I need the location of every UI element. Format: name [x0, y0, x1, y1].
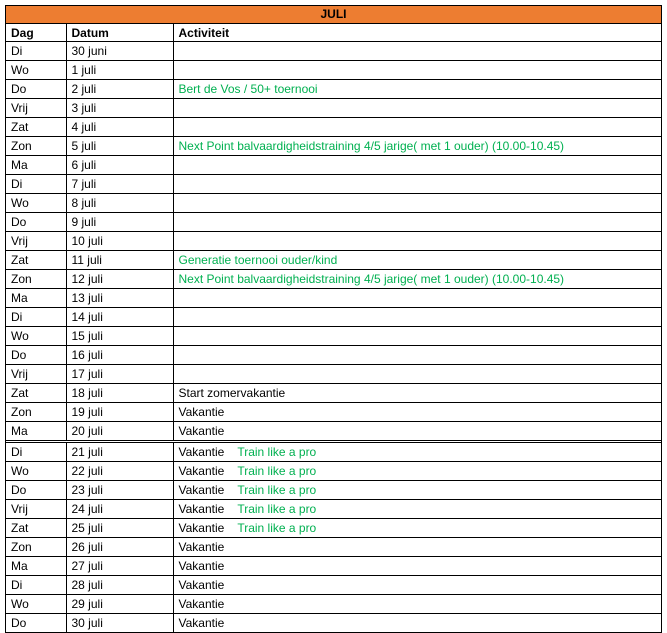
activity-text: Vakantie — [178, 502, 225, 516]
day-cell: Di — [6, 442, 66, 462]
date-cell: 11 juli — [66, 251, 173, 270]
activity-cell — [173, 327, 661, 346]
table-row — [6, 403, 661, 422]
table-row — [6, 538, 661, 557]
day-cell: Zon — [6, 538, 66, 557]
activity-cell — [173, 137, 661, 156]
date-cell: 29 juli — [66, 595, 173, 614]
activity-cell — [173, 538, 661, 557]
table-row — [6, 327, 661, 346]
highlight-activity-text: Next Point balvaardigheidstraining 4/5 jarige( met 1 ouder) (10.00-10.45) — [178, 139, 565, 153]
table-row — [6, 308, 661, 327]
activity-text: Vakantie — [178, 405, 225, 419]
date-cell: 28 juli — [66, 576, 173, 595]
table-row — [6, 99, 661, 118]
activity-cell — [173, 442, 661, 462]
day-cell: Zon — [6, 403, 66, 422]
day-cell: Vrij — [6, 500, 66, 519]
day-cell: Ma — [6, 156, 66, 175]
activity-text: Vakantie — [178, 464, 225, 478]
date-cell: 25 juli — [66, 519, 173, 538]
day-cell: Do — [6, 481, 66, 500]
day-cell: Ma — [6, 422, 66, 442]
day-cell: Zon — [6, 270, 66, 289]
activity-cell — [173, 365, 661, 384]
activity-cell — [173, 289, 661, 308]
activity-cell — [173, 557, 661, 576]
activity-text: Start zomervakantie — [178, 386, 286, 400]
table-row — [6, 175, 661, 194]
activity-cell — [173, 384, 661, 403]
activity-cell — [173, 462, 661, 481]
date-cell: 13 juli — [66, 289, 173, 308]
highlight-activity-text: Train like a pro — [237, 502, 317, 516]
activity-cell — [173, 194, 661, 213]
day-cell: Do — [6, 346, 66, 365]
date-cell: 17 juli — [66, 365, 173, 384]
table-row — [6, 500, 661, 519]
day-cell: Vrij — [6, 365, 66, 384]
header-day: Dag — [6, 24, 66, 42]
activity-cell — [173, 99, 661, 118]
highlight-activity-text: Next Point balvaardigheidstraining 4/5 jarige( met 1 ouder) (10.00-10.45) — [178, 272, 565, 286]
day-cell: Zat — [6, 118, 66, 137]
day-cell: Do — [6, 80, 66, 99]
activity-cell — [173, 156, 661, 175]
date-cell: 8 juli — [66, 194, 173, 213]
activity-cell — [173, 481, 661, 500]
activity-cell — [173, 175, 661, 194]
activity-text: Vakantie — [178, 597, 225, 611]
activity-text: Vakantie — [178, 540, 225, 554]
table-row — [6, 614, 661, 633]
date-cell: 9 juli — [66, 213, 173, 232]
date-cell: 26 juli — [66, 538, 173, 557]
activity-cell — [173, 61, 661, 80]
table-row — [6, 80, 661, 99]
activity-text: Vakantie — [178, 559, 225, 573]
schedule-rows — [6, 42, 661, 633]
header-row — [6, 24, 661, 42]
highlight-activity-text: Train like a pro — [237, 445, 317, 459]
day-cell: Zat — [6, 384, 66, 403]
day-cell: Di — [6, 308, 66, 327]
activity-cell — [173, 614, 661, 633]
header-date: Datum — [66, 24, 173, 42]
date-cell: 2 juli — [66, 80, 173, 99]
day-cell: Do — [6, 614, 66, 633]
date-cell: 15 juli — [66, 327, 173, 346]
table-row — [6, 462, 661, 481]
activity-cell — [173, 80, 661, 99]
table-row — [6, 42, 661, 61]
date-cell: 5 juli — [66, 137, 173, 156]
date-cell: 22 juli — [66, 462, 173, 481]
table-row — [6, 118, 661, 137]
activity-text: Vakantie — [178, 424, 225, 438]
activity-cell — [173, 213, 661, 232]
day-cell: Zat — [6, 251, 66, 270]
table-row — [6, 481, 661, 500]
date-cell: 20 juli — [66, 422, 173, 442]
header-activity: Activiteit — [173, 24, 661, 42]
date-cell: 23 juli — [66, 481, 173, 500]
activity-cell — [173, 595, 661, 614]
table-row — [6, 384, 661, 403]
activity-cell — [173, 42, 661, 61]
month-title: JULI — [6, 6, 661, 24]
day-cell: Di — [6, 42, 66, 61]
highlight-activity-text: Generatie toernooi ouder/kind — [178, 253, 338, 267]
date-cell: 30 juli — [66, 614, 173, 633]
activity-cell — [173, 519, 661, 538]
day-cell: Zat — [6, 519, 66, 538]
table-row — [6, 519, 661, 538]
table-row — [6, 576, 661, 595]
date-cell: 21 juli — [66, 442, 173, 462]
table-row — [6, 422, 661, 442]
day-cell: Di — [6, 175, 66, 194]
day-cell: Ma — [6, 289, 66, 308]
table-row — [6, 232, 661, 251]
day-cell: Do — [6, 213, 66, 232]
date-cell: 6 juli — [66, 156, 173, 175]
day-cell: Wo — [6, 61, 66, 80]
activity-text: Vakantie — [178, 445, 225, 459]
date-cell: 19 juli — [66, 403, 173, 422]
table-row — [6, 156, 661, 175]
table-row — [6, 251, 661, 270]
table-row — [6, 270, 661, 289]
activity-text: Vakantie — [178, 616, 225, 630]
activity-cell — [173, 270, 661, 289]
schedule-table — [6, 24, 661, 632]
activity-cell — [173, 251, 661, 270]
table-row — [6, 61, 661, 80]
activity-cell — [173, 118, 661, 137]
activity-cell — [173, 576, 661, 595]
date-cell: 18 juli — [66, 384, 173, 403]
activity-cell — [173, 232, 661, 251]
table-row — [6, 365, 661, 384]
date-cell: 3 juli — [66, 99, 173, 118]
table-row — [6, 595, 661, 614]
table-row — [6, 346, 661, 365]
date-cell: 30 juni — [66, 42, 173, 61]
activity-cell — [173, 346, 661, 365]
date-cell: 1 juli — [66, 61, 173, 80]
day-cell: Di — [6, 576, 66, 595]
date-cell: 24 juli — [66, 500, 173, 519]
date-cell: 27 juli — [66, 557, 173, 576]
highlight-activity-text: Bert de Vos / 50+ toernooi — [178, 82, 318, 96]
day-cell: Ma — [6, 557, 66, 576]
activity-cell — [173, 308, 661, 327]
day-cell: Vrij — [6, 232, 66, 251]
table-row — [6, 557, 661, 576]
activity-text: Vakantie — [178, 578, 225, 592]
table-row — [6, 194, 661, 213]
day-cell: Wo — [6, 595, 66, 614]
activity-text: Vakantie — [178, 483, 225, 497]
day-cell: Wo — [6, 194, 66, 213]
day-cell: Wo — [6, 462, 66, 481]
activity-cell — [173, 403, 661, 422]
table-row — [6, 137, 661, 156]
activity-text: Vakantie — [178, 521, 225, 535]
date-cell: 14 juli — [66, 308, 173, 327]
date-cell: 10 juli — [66, 232, 173, 251]
table-row — [6, 213, 661, 232]
date-cell: 12 juli — [66, 270, 173, 289]
day-cell: Vrij — [6, 99, 66, 118]
day-cell: Wo — [6, 327, 66, 346]
highlight-activity-text: Train like a pro — [237, 483, 317, 497]
date-cell: 16 juli — [66, 346, 173, 365]
table-row — [6, 442, 661, 462]
table-row — [6, 289, 661, 308]
highlight-activity-text: Train like a pro — [237, 521, 317, 535]
calendar-sheet — [5, 5, 662, 633]
activity-cell — [173, 422, 661, 442]
highlight-activity-text: Train like a pro — [237, 464, 317, 478]
activity-cell — [173, 500, 661, 519]
day-cell: Zon — [6, 137, 66, 156]
date-cell: 7 juli — [66, 175, 173, 194]
date-cell: 4 juli — [66, 118, 173, 137]
